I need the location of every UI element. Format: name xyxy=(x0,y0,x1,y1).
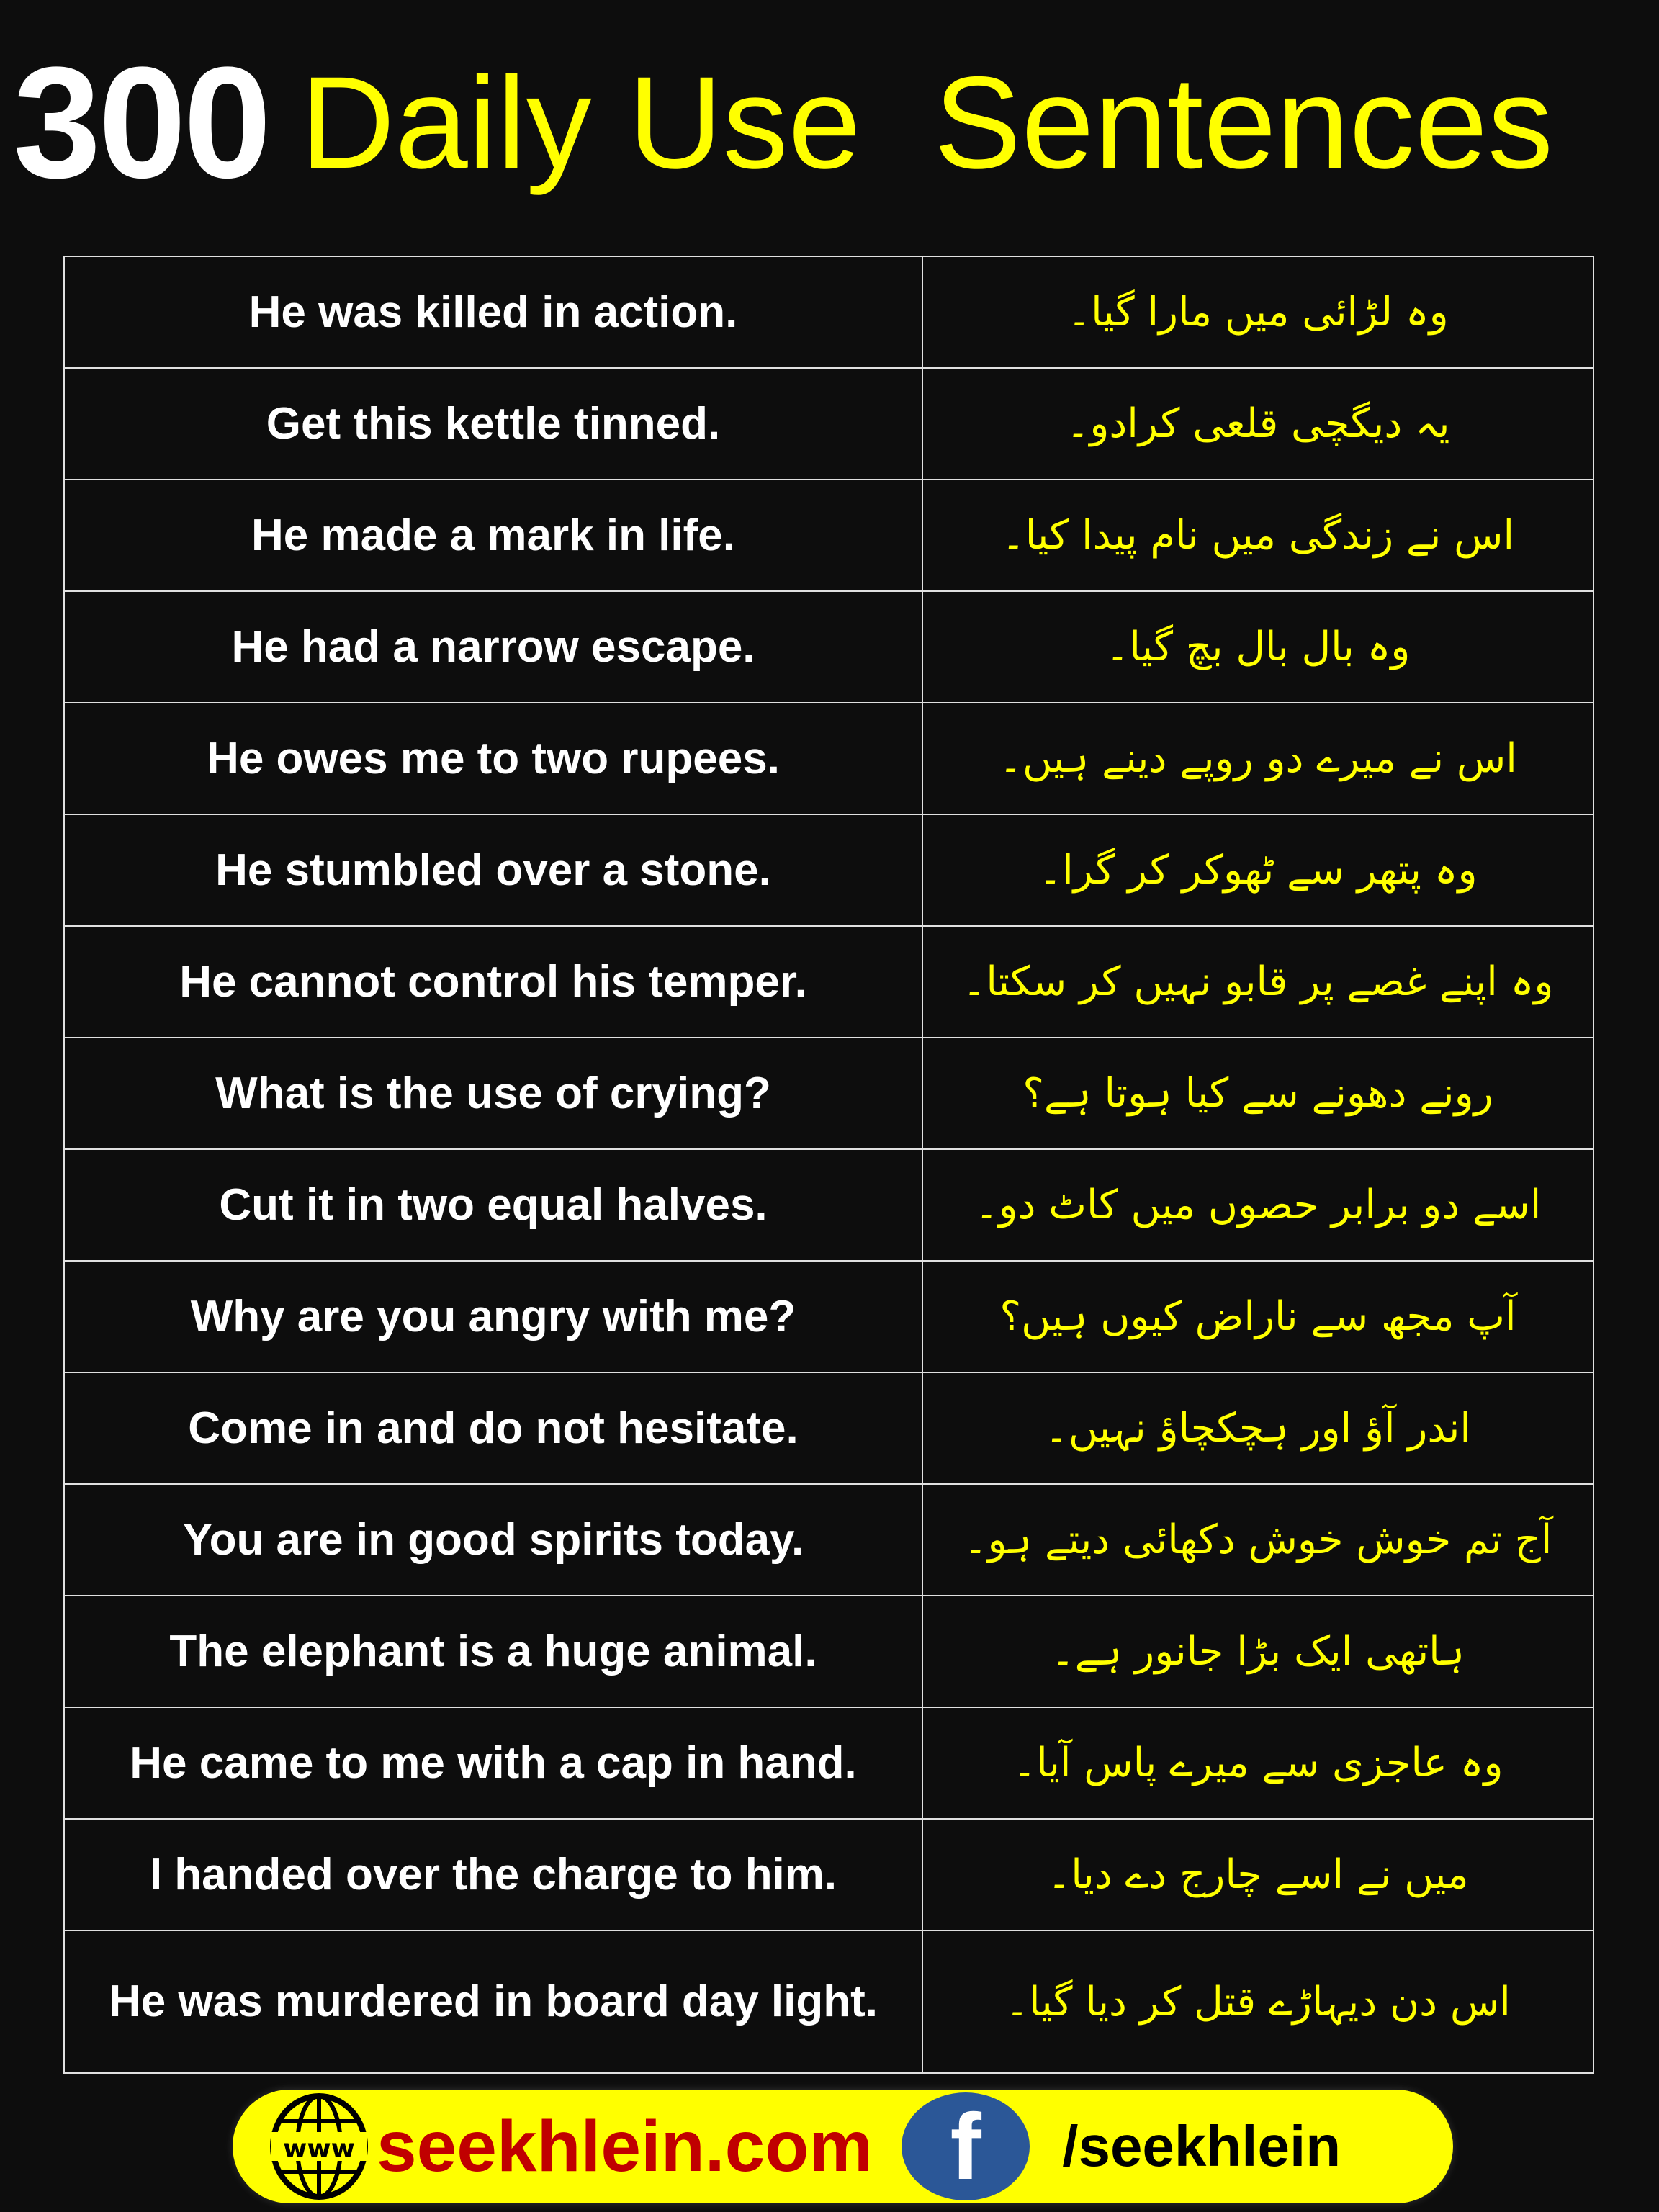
table-row xyxy=(64,1819,1593,1930)
urdu-translation: یہ دیگچی قلعی کرادو۔ xyxy=(922,368,1593,480)
table-row xyxy=(64,814,1593,926)
table-row xyxy=(64,926,1593,1038)
urdu-translation: میں نے اسے چارج دے دیا۔ xyxy=(922,1819,1593,1930)
english-sentence: He made a mark in life. xyxy=(64,480,922,591)
page-title xyxy=(13,29,1647,216)
english-sentence: I handed over the charge to him. xyxy=(64,1819,922,1930)
english-sentence: He stumbled over a stone. xyxy=(64,814,922,926)
facebook-icon[interactable] xyxy=(902,2092,1030,2200)
table-row xyxy=(64,1261,1593,1372)
urdu-translation: رونے دھونے سے کیا ہوتا ہے؟ xyxy=(922,1038,1593,1149)
urdu-translation: وہ لڑائی میں مارا گیا۔ xyxy=(922,256,1593,368)
table-row xyxy=(64,368,1593,480)
urdu-translation: اسے دو برابر حصوں میں کاٹ دو۔ xyxy=(922,1149,1593,1261)
urdu-translation: آج تم خوش خوش دکھائی دیتے ہو۔ xyxy=(922,1484,1593,1596)
urdu-translation: وہ اپنے غصے پر قابو نہیں کر سکتا۔ xyxy=(922,926,1593,1038)
table-row xyxy=(64,1038,1593,1149)
english-sentence: What is the use of crying? xyxy=(64,1038,922,1149)
urdu-translation: آپ مجھ سے ناراض کیوں ہیں؟ xyxy=(922,1261,1593,1372)
table-row xyxy=(64,256,1593,368)
urdu-translation: ہاتھی ایک بڑا جانور ہے۔ xyxy=(922,1596,1593,1707)
table-row xyxy=(64,1372,1593,1484)
sentences-table xyxy=(63,256,1594,2074)
urdu-translation: اس نے زندگی میں نام پیدا کیا۔ xyxy=(922,480,1593,591)
urdu-translation: اندر آؤ اور ہچکچاؤ نہیں۔ xyxy=(922,1372,1593,1484)
english-sentence: Cut it in two equal halves. xyxy=(64,1149,922,1261)
table-row xyxy=(64,1707,1593,1819)
english-sentence: He came to me with a cap in hand. xyxy=(64,1707,922,1819)
english-sentence: He cannot control his temper. xyxy=(64,926,922,1038)
table-row xyxy=(64,591,1593,703)
urdu-translation: اس دن دیہاڑے قتل کر دیا گیا۔ xyxy=(922,1930,1593,2073)
globe-label: www xyxy=(283,2134,355,2164)
english-sentence: Get this kettle tinned. xyxy=(64,368,922,480)
table-row xyxy=(64,480,1593,591)
title-number: 300 xyxy=(13,33,269,211)
title-text: Daily Use Sentences xyxy=(300,49,1553,196)
english-sentence: He owes me to two rupees. xyxy=(64,703,922,814)
urdu-translation: وہ بال بال بچ گیا۔ xyxy=(922,591,1593,703)
english-sentence: The elephant is a huge animal. xyxy=(64,1596,922,1707)
facebook-letter: f xyxy=(950,2094,981,2199)
facebook-handle[interactable]: /seekhlein xyxy=(1062,2114,1341,2178)
urdu-translation: اس نے میرے دو روپے دینے ہیں۔ xyxy=(922,703,1593,814)
english-sentence: Come in and do not hesitate. xyxy=(64,1372,922,1484)
table-row xyxy=(64,1484,1593,1596)
english-sentence: Why are you angry with me? xyxy=(64,1261,922,1372)
www-globe-icon xyxy=(269,2092,369,2200)
urdu-translation: وہ پتھر سے ٹھوکر کر گرا۔ xyxy=(922,814,1593,926)
table-row xyxy=(64,703,1593,814)
footer-banner xyxy=(233,2090,1453,2203)
urdu-translation: وہ عاجزی سے میرے پاس آیا۔ xyxy=(922,1707,1593,1819)
table-row xyxy=(64,1596,1593,1707)
english-sentence: He was killed in action. xyxy=(64,256,922,368)
english-sentence: He was murdered in board day light. xyxy=(64,1930,922,2073)
english-sentence: He had a narrow escape. xyxy=(64,591,922,703)
table-row xyxy=(64,1930,1593,2073)
english-sentence: You are in good spirits today. xyxy=(64,1484,922,1596)
website-link[interactable]: seekhlein.com xyxy=(377,2105,873,2187)
table-row xyxy=(64,1149,1593,1261)
